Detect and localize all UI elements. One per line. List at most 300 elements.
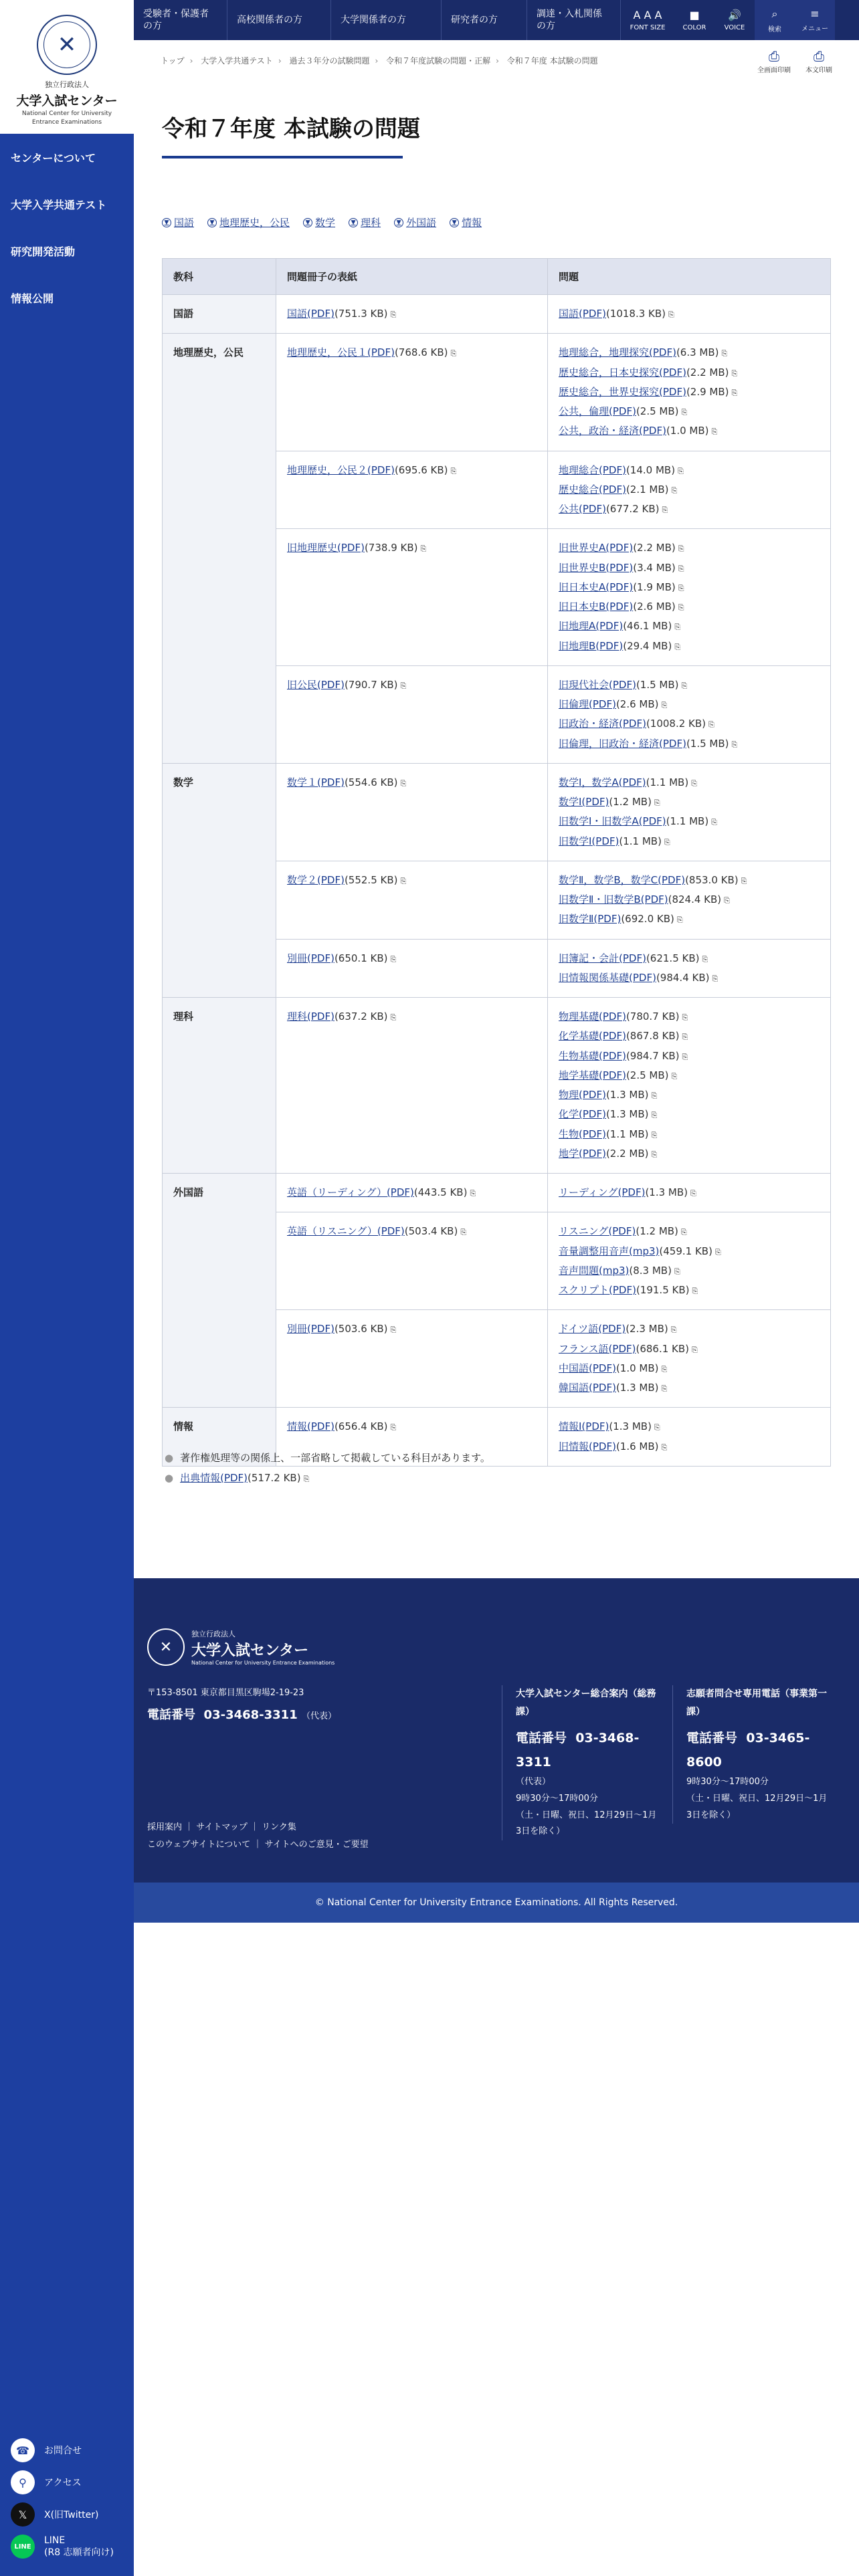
anchor-label: 数学 bbox=[315, 217, 336, 229]
problem-link[interactable]: 数学Ⅱ，数学B，数学C(PDF) bbox=[559, 873, 686, 886]
file-size: (637.2 KB) bbox=[334, 1010, 388, 1023]
booklet-link[interactable]: 別冊(PDF) bbox=[287, 1323, 335, 1335]
print-all-label: 全画面印刷 bbox=[757, 67, 791, 74]
problem-link[interactable]: 旧数学Ⅱ・旧数学B(PDF) bbox=[559, 893, 668, 905]
file-size: (503.4 KB) bbox=[404, 1225, 458, 1238]
file-size: (1.3 MB) bbox=[615, 1382, 659, 1394]
col-hours: 9時30分～17時00分 bbox=[686, 1777, 769, 1788]
problem-link[interactable]: 化学(PDF) bbox=[559, 1108, 606, 1121]
pdf-icon: ⎘ bbox=[390, 310, 397, 319]
booklet-cell bbox=[276, 998, 548, 1174]
file-size: (2.9 MB) bbox=[686, 385, 729, 398]
access-label: アクセス bbox=[44, 2478, 82, 2488]
font-size-label: FONT SIZE bbox=[630, 24, 666, 31]
file-size: (780.7 KB) bbox=[626, 1010, 680, 1023]
print-all-button[interactable] bbox=[757, 48, 791, 74]
problem-link[interactable]: 国語(PDF) bbox=[559, 308, 606, 320]
problem-link[interactable]: 中国語(PDF) bbox=[559, 1362, 616, 1374]
problem-item bbox=[559, 1222, 824, 1241]
problem-item bbox=[559, 1007, 824, 1027]
file-size: (46.1 MB) bbox=[623, 620, 672, 633]
problem-link[interactable]: 公共，政治・経済(PDF) bbox=[559, 425, 666, 437]
anchor-japanese[interactable] bbox=[162, 215, 194, 229]
problem-item bbox=[559, 714, 824, 734]
problem-item bbox=[559, 558, 824, 578]
tab-procurement[interactable]: 調達・入札関係の方 bbox=[527, 0, 621, 40]
problem-item bbox=[559, 1339, 824, 1359]
site-logo[interactable] bbox=[0, 0, 134, 134]
left-sidebar bbox=[0, 0, 134, 2576]
problems-cell bbox=[548, 861, 831, 939]
file-size: (14.0 MB) bbox=[626, 463, 676, 476]
booklet-link[interactable]: 旧公民(PDF) bbox=[287, 678, 345, 691]
problem-link[interactable]: 歴史総合，日本史探究(PDF) bbox=[559, 366, 686, 379]
col-hours: 9時30分～17時00分 bbox=[516, 1794, 598, 1804]
footer-logo-name: 大学入試センター bbox=[191, 1642, 309, 1659]
pdf-icon: ⎘ bbox=[702, 954, 708, 964]
problem-item bbox=[559, 1242, 824, 1261]
menu-button[interactable] bbox=[795, 0, 835, 40]
pdf-icon: ⎘ bbox=[681, 408, 688, 417]
anchor-geo-history-civics[interactable] bbox=[207, 215, 290, 229]
col-heading: 志願者問合せ専用電話（事業第一課） bbox=[686, 1689, 827, 1717]
file-size: (1.3 MB) bbox=[605, 1108, 649, 1121]
x-link[interactable] bbox=[0, 2498, 134, 2531]
file-size: (3.4 MB) bbox=[633, 561, 676, 574]
file-size: (2.3 MB) bbox=[626, 1323, 668, 1335]
pdf-icon: ⎘ bbox=[680, 1228, 687, 1237]
problem-link[interactable]: 旧倫理(PDF) bbox=[559, 698, 616, 710]
print-body-button[interactable] bbox=[805, 48, 832, 74]
search-label: 検索 bbox=[768, 25, 781, 33]
anchor-information[interactable] bbox=[450, 215, 482, 229]
breadcrumb-common-test[interactable]: 大学入学共通テスト bbox=[201, 56, 273, 66]
problems-cell bbox=[548, 1174, 831, 1212]
pdf-icon: ⎘ bbox=[674, 623, 681, 632]
breadcrumb: トップ › 大学入学共通テスト › 過去３年分の試験問題 › 令和７年度試験の問題・正解 › 令和７年度 本試験の問題 bbox=[161, 56, 598, 66]
problem-link[interactable]: 旧数学Ⅰ・旧数学A(PDF) bbox=[559, 815, 666, 828]
pdf-icon: ⎘ bbox=[651, 1130, 658, 1140]
logo-small-text: 独立行政法人 bbox=[45, 80, 89, 89]
source-info-link[interactable]: 出典情報(PDF) bbox=[180, 1472, 248, 1484]
problem-link[interactable]: 地理総合，地理探究(PDF) bbox=[559, 346, 676, 359]
table-row bbox=[163, 763, 831, 861]
pdf-icon: ⎘ bbox=[651, 1091, 658, 1100]
file-size: (1.1 MB) bbox=[619, 835, 662, 847]
anchor-label: 情報 bbox=[462, 217, 482, 229]
pdf-icon: ⎘ bbox=[460, 1228, 467, 1237]
pdf-icon: ⎘ bbox=[400, 778, 407, 788]
file-size: (621.5 KB) bbox=[646, 952, 700, 964]
table-header-row bbox=[163, 259, 831, 295]
file-size: (1.5 MB) bbox=[636, 678, 679, 691]
col-closed: （土・日曜、祝日、12月29日～1月3日を除く） bbox=[516, 1810, 657, 1837]
problem-item bbox=[559, 637, 824, 656]
booklet-link[interactable]: 地理歴史，公民１(PDF) bbox=[287, 346, 395, 359]
tab-researchers[interactable]: 研究者の方 bbox=[442, 0, 527, 40]
logo-english-2: Entrance Examinations bbox=[31, 118, 102, 126]
problem-link[interactable]: 旧倫理，旧政治・経済(PDF) bbox=[559, 737, 686, 750]
problem-link[interactable]: 旧地理B(PDF) bbox=[559, 639, 624, 652]
problem-link[interactable]: 旧数学Ⅰ(PDF) bbox=[559, 835, 619, 847]
problem-item bbox=[559, 909, 824, 929]
file-size: (1.0 MB) bbox=[666, 425, 709, 437]
col-closed: （土・日曜、祝日、12月29日～1月3日を除く） bbox=[686, 1794, 828, 1820]
problem-link[interactable]: 旧日本史B(PDF) bbox=[559, 601, 634, 613]
logo-name: 大学入試センター bbox=[16, 94, 118, 108]
footer-links: 採用案内 ｜ サイトマップ ｜ リンク集 このウェブサイトについて ｜ サイトへのご意見・ご要望 bbox=[147, 1822, 369, 1850]
booklet-link[interactable]: 情報(PDF) bbox=[287, 1420, 335, 1433]
problem-item bbox=[559, 500, 824, 519]
problem-link[interactable]: リスニング(PDF) bbox=[559, 1225, 636, 1238]
file-size: (751.3 KB) bbox=[334, 308, 388, 320]
file-size: (443.5 KB) bbox=[413, 1186, 468, 1198]
problem-link[interactable]: 公共，倫理(PDF) bbox=[559, 405, 636, 417]
booklet-cell bbox=[276, 451, 548, 529]
booklet-cell bbox=[276, 763, 548, 861]
problem-item bbox=[559, 1027, 824, 1046]
footer-logo-small: 独立行政法人 bbox=[191, 1630, 235, 1638]
problem-link[interactable]: 旧数学Ⅱ(PDF) bbox=[559, 913, 622, 926]
problem-link[interactable]: 韓国語(PDF) bbox=[559, 1382, 616, 1394]
page-title: 令和７年度 本試験の問題 bbox=[162, 116, 420, 142]
print-tools bbox=[757, 48, 832, 74]
pdf-icon: ⎘ bbox=[661, 1384, 668, 1393]
booklet-link[interactable]: 旧地理歴史(PDF) bbox=[287, 542, 365, 554]
problem-link[interactable]: 地理総合(PDF) bbox=[559, 463, 626, 476]
problem-link[interactable]: 地学(PDF) bbox=[559, 1147, 606, 1160]
location-icon: ⚲ bbox=[11, 2470, 35, 2494]
problem-item bbox=[559, 402, 824, 421]
contact-label: お問合せ bbox=[44, 2446, 82, 2456]
problem-link[interactable]: 旧世界史A(PDF) bbox=[559, 542, 634, 554]
color-label: COLOR bbox=[682, 24, 706, 31]
problem-item bbox=[559, 1378, 824, 1398]
speaker-icon: 🔊 bbox=[728, 9, 741, 21]
problem-link[interactable]: 生物(PDF) bbox=[559, 1128, 606, 1140]
sidebar-item-about[interactable]: センターについて bbox=[11, 151, 96, 165]
problem-item bbox=[559, 538, 824, 558]
file-size: (6.3 MB) bbox=[676, 346, 719, 359]
pdf-icon: ⎘ bbox=[724, 896, 730, 905]
problems-cell bbox=[548, 763, 831, 861]
problem-link[interactable]: 旧世界史B(PDF) bbox=[559, 561, 634, 574]
file-size: (1.3 MB) bbox=[605, 1089, 649, 1101]
problem-item bbox=[559, 1359, 824, 1378]
problem-item bbox=[559, 968, 824, 988]
pdf-icon: ⎘ bbox=[712, 974, 719, 983]
footer-tel bbox=[147, 1705, 337, 1723]
problem-item bbox=[559, 578, 824, 597]
line-icon: LINE bbox=[11, 2535, 35, 2559]
file-size: (2.2 MB) bbox=[633, 542, 676, 554]
top-header bbox=[134, 0, 859, 40]
problem-link[interactable]: フランス語(PDF) bbox=[559, 1342, 636, 1355]
col-tel-sub: （代表） bbox=[516, 1777, 551, 1788]
pdf-icon: ⎘ bbox=[390, 954, 397, 964]
problem-item bbox=[559, 675, 824, 695]
header-problems: 問題 bbox=[548, 259, 831, 295]
title-underline bbox=[162, 156, 403, 158]
sidebar-item-common-test[interactable]: 大学入学共通テスト bbox=[11, 198, 107, 211]
problem-link[interactable]: 数学Ⅰ，数学A(PDF) bbox=[559, 776, 646, 788]
pdf-icon: ⎘ bbox=[450, 466, 457, 475]
problem-link[interactable]: 旧日本史A(PDF) bbox=[559, 580, 634, 593]
booklet-link[interactable]: 数学２(PDF) bbox=[287, 873, 345, 886]
problem-item bbox=[559, 792, 824, 812]
pdf-icon: ⎘ bbox=[390, 1013, 397, 1022]
x-icon: 𝕏 bbox=[11, 2502, 35, 2527]
anchor-science[interactable] bbox=[349, 215, 381, 229]
booklet-link[interactable]: 地理歴史，公民２(PDF) bbox=[287, 463, 395, 476]
problem-link[interactable]: 生物基礎(PDF) bbox=[559, 1049, 626, 1062]
emblem-icon: ✕ bbox=[37, 15, 97, 75]
color-control[interactable] bbox=[674, 0, 714, 40]
copyright-note: ● 著作権処理等の関係上、一部省略して掲載している科目があります。 bbox=[165, 1452, 490, 1464]
file-size: (1.1 MB) bbox=[605, 1128, 649, 1140]
pdf-icon: ⎘ bbox=[654, 1423, 660, 1432]
problem-link[interactable]: 音量調整用音声(mp3) bbox=[559, 1245, 660, 1257]
voice-control[interactable] bbox=[714, 0, 755, 40]
font-size-control[interactable] bbox=[621, 0, 674, 40]
access-link[interactable] bbox=[0, 2466, 134, 2498]
source-note: ● 出典情報(PDF)(517.2 KB) ⎘ bbox=[165, 1472, 310, 1484]
problem-link[interactable]: 歴史総合(PDF) bbox=[559, 483, 626, 496]
problem-link[interactable]: 公共(PDF) bbox=[559, 503, 606, 515]
file-size: (2.1 MB) bbox=[626, 483, 669, 496]
problem-link[interactable]: ドイツ語(PDF) bbox=[559, 1323, 626, 1335]
problem-link[interactable]: 旧現代社会(PDF) bbox=[559, 678, 636, 691]
problem-item bbox=[559, 773, 824, 792]
contact-link[interactable] bbox=[0, 2434, 134, 2466]
footer-logo[interactable] bbox=[147, 1628, 335, 1666]
problems-cell bbox=[548, 451, 831, 529]
problem-link[interactable]: スクリプト(PDF) bbox=[559, 1284, 636, 1296]
problem-link[interactable]: 歴史総合，世界史探究(PDF) bbox=[559, 385, 686, 398]
problem-item bbox=[559, 383, 824, 402]
problem-link[interactable]: 旧地理A(PDF) bbox=[559, 620, 624, 633]
pdf-icon: ⎘ bbox=[661, 1442, 668, 1452]
problem-link[interactable]: 旧簿記・会計(PDF) bbox=[559, 952, 646, 964]
sidebar-item-research[interactable]: 研究開発活動 bbox=[11, 245, 76, 258]
subject-cell: 国語 bbox=[163, 295, 276, 334]
anchor-label: 地理歴史，公民 bbox=[219, 217, 290, 229]
booklet-link[interactable]: 数学１(PDF) bbox=[287, 776, 345, 788]
footer-link-recruit[interactable]: 採用案内 bbox=[147, 1822, 183, 1832]
problem-link[interactable]: 音声問題(mp3) bbox=[559, 1264, 630, 1277]
file-size: (191.5 KB) bbox=[636, 1284, 690, 1296]
file-size: (1018.3 KB) bbox=[605, 308, 666, 320]
file-size: (2.6 MB) bbox=[633, 601, 676, 613]
anchor-foreign-language[interactable] bbox=[394, 215, 436, 229]
footer bbox=[134, 1578, 859, 1923]
exam-table bbox=[162, 258, 831, 1467]
problem-item bbox=[559, 1105, 824, 1124]
footer-link-about-site[interactable]: このウェブサイトについて bbox=[147, 1840, 251, 1850]
pdf-icon: ⎘ bbox=[711, 427, 718, 437]
pdf-icon: ⎘ bbox=[674, 642, 681, 651]
problem-link[interactable]: 旧政治・経済(PDF) bbox=[559, 718, 646, 730]
pdf-icon: ⎘ bbox=[651, 1111, 658, 1120]
line-link[interactable] bbox=[0, 2531, 134, 2563]
problem-link[interactable]: 化学基礎(PDF) bbox=[559, 1030, 626, 1043]
problem-link[interactable]: 地学基礎(PDF) bbox=[559, 1069, 626, 1081]
problem-item bbox=[559, 304, 824, 324]
pdf-icon: ⎘ bbox=[721, 349, 728, 358]
problem-item bbox=[559, 871, 824, 890]
booklet-cell bbox=[276, 295, 548, 334]
search-button[interactable] bbox=[755, 0, 795, 40]
breadcrumb-past-exams[interactable]: 過去３年分の試験問題 bbox=[289, 56, 370, 66]
pdf-icon: ⎘ bbox=[692, 1287, 698, 1295]
chevron-down-icon: ▼ bbox=[303, 218, 312, 227]
breadcrumb-current: 令和７年度 本試験の問題 bbox=[506, 56, 598, 66]
table-row bbox=[163, 295, 831, 334]
problem-item bbox=[559, 1144, 824, 1164]
footer-link-sitemap[interactable]: サイトマップ bbox=[196, 1822, 248, 1832]
pdf-icon: ⎘ bbox=[682, 1013, 688, 1022]
sidebar-nav bbox=[0, 134, 134, 2576]
pdf-icon: ⎘ bbox=[690, 1189, 696, 1198]
pdf-icon: ⎘ bbox=[711, 818, 717, 827]
col-tel: 電話番号 03-3465-8600 bbox=[686, 1731, 810, 1770]
anchor-label: 外国語 bbox=[406, 217, 437, 229]
booklet-link[interactable]: 英語（リーディング）(PDF) bbox=[287, 1186, 414, 1198]
file-size: (867.8 KB) bbox=[626, 1030, 680, 1043]
problem-item bbox=[559, 343, 824, 362]
file-size: (29.4 MB) bbox=[623, 639, 672, 652]
footer-link-feedback[interactable]: サイトへのご意見・ご要望 bbox=[264, 1840, 369, 1850]
pdf-icon: ⎘ bbox=[661, 1364, 668, 1374]
problem-item bbox=[559, 695, 824, 714]
file-size: (2.2 MB) bbox=[605, 1147, 649, 1160]
file-size: (503.6 KB) bbox=[334, 1323, 388, 1335]
file-size: (1.3 MB) bbox=[645, 1186, 688, 1198]
pdf-icon: ⎘ bbox=[390, 1325, 397, 1335]
subject-cell: 数学 bbox=[163, 763, 276, 997]
problem-item bbox=[559, 890, 824, 909]
problems-cell bbox=[548, 939, 831, 998]
file-size: (650.1 KB) bbox=[334, 952, 388, 964]
tab-high-schools[interactable]: 高校関係者の方 bbox=[227, 0, 331, 40]
pdf-icon: ⎘ bbox=[678, 564, 684, 573]
chevron-down-icon: ▼ bbox=[162, 218, 171, 227]
tab-examinees[interactable]: 受験者・保護者の方 bbox=[134, 0, 227, 40]
problem-link[interactable]: 物理(PDF) bbox=[559, 1089, 606, 1101]
menu-label: メニュー bbox=[801, 25, 828, 33]
copyright: © National Center for University Entrance Examinations. All Rights Reserved. bbox=[134, 1883, 859, 1923]
file-size: (8.3 MB) bbox=[629, 1264, 672, 1277]
pdf-icon: ⎘ bbox=[400, 876, 407, 885]
subject-cell: 情報 bbox=[163, 1408, 276, 1467]
font-size-icon: A A A bbox=[633, 9, 662, 21]
tel-label: 電話番号 bbox=[147, 1708, 195, 1722]
file-size: (459.1 KB) bbox=[659, 1245, 712, 1257]
breadcrumb-top[interactable]: トップ bbox=[161, 56, 185, 66]
subject-cell: 外国語 bbox=[163, 1174, 276, 1408]
problems-cell bbox=[548, 1408, 831, 1467]
pdf-icon: ⎘ bbox=[682, 1052, 688, 1061]
sidebar-bottom-links bbox=[0, 2434, 134, 2563]
pdf-icon: ⎘ bbox=[668, 310, 674, 319]
tab-universities[interactable]: 大学関係者の方 bbox=[331, 0, 442, 40]
file-size: (554.6 KB) bbox=[344, 776, 398, 788]
header-subject: 教科 bbox=[163, 259, 276, 295]
booklet-link[interactable]: 国語(PDF) bbox=[287, 308, 335, 320]
file-size: (768.6 KB) bbox=[394, 346, 448, 359]
file-size: (1.9 MB) bbox=[633, 580, 676, 593]
pdf-icon: ⎘ bbox=[661, 701, 668, 710]
note-text: 著作権処理等の関係上、一部省略して掲載している科目があります。 bbox=[180, 1452, 490, 1464]
anchor-label: 国語 bbox=[174, 217, 195, 229]
logo-english-1: National Center for University bbox=[21, 110, 112, 117]
problem-item bbox=[559, 617, 824, 636]
problems-cell bbox=[548, 334, 831, 451]
anchor-math[interactable] bbox=[303, 215, 335, 229]
booklet-link[interactable]: 英語（リスニング）(PDF) bbox=[287, 1225, 405, 1238]
problem-item bbox=[559, 480, 824, 500]
pdf-icon: ⎘ bbox=[691, 778, 697, 788]
file-size: (2.5 MB) bbox=[636, 405, 679, 417]
problem-link[interactable]: 旧情報(PDF) bbox=[559, 1440, 616, 1453]
problem-item bbox=[559, 1417, 824, 1436]
file-size: (984.7 KB) bbox=[626, 1049, 680, 1062]
pdf-icon: ⎘ bbox=[670, 1325, 677, 1335]
problem-item bbox=[559, 1261, 824, 1281]
booklet-link[interactable]: 別冊(PDF) bbox=[287, 952, 335, 964]
file-size: (1.6 MB) bbox=[615, 1440, 659, 1453]
print-body-label: 本文印刷 bbox=[805, 67, 832, 74]
problem-item bbox=[559, 1085, 824, 1105]
problem-link[interactable]: 旧情報関係基礎(PDF) bbox=[559, 971, 656, 984]
anchor-label: 理科 bbox=[361, 217, 381, 229]
anchor-links bbox=[162, 215, 482, 229]
breadcrumb-r7-exams[interactable]: 令和７年度試験の問題・正解 bbox=[386, 56, 491, 66]
booklet-link[interactable]: 理科(PDF) bbox=[287, 1010, 335, 1023]
problems-cell bbox=[548, 529, 831, 666]
problem-link[interactable]: 物理基礎(PDF) bbox=[559, 1010, 626, 1023]
problem-item bbox=[559, 461, 824, 480]
file-size: (695.6 KB) bbox=[394, 463, 448, 476]
pdf-icon: ⎘ bbox=[681, 681, 688, 690]
pdf-icon: ⎘ bbox=[714, 1247, 721, 1257]
pdf-icon: ⎘ bbox=[678, 544, 684, 554]
problem-item bbox=[559, 832, 824, 851]
booklet-cell bbox=[276, 529, 548, 666]
footer-link-links[interactable]: リンク集 bbox=[262, 1822, 296, 1832]
problem-link[interactable]: リーディング(PDF) bbox=[559, 1186, 646, 1198]
booklet-cell bbox=[276, 334, 548, 451]
problem-link[interactable]: 数学Ⅰ(PDF) bbox=[559, 796, 609, 808]
col-tel: 電話番号 03-3468-3311 bbox=[516, 1731, 640, 1770]
problem-item bbox=[559, 597, 824, 617]
chevron-down-icon: ▼ bbox=[450, 218, 459, 227]
color-icon: ■ bbox=[689, 9, 700, 21]
pdf-icon: ⎘ bbox=[731, 388, 738, 397]
voice-label: VOICE bbox=[724, 24, 745, 31]
search-icon: ⌕ bbox=[771, 7, 778, 20]
footer-address: 〒153-8501 東京都目黒区駒場2-19-23 bbox=[147, 1688, 304, 1698]
problems-cell bbox=[548, 998, 831, 1174]
file-size: (686.1 KB) bbox=[636, 1342, 690, 1355]
line-label: LINE (R8 志願者向け) bbox=[44, 2535, 114, 2558]
problem-link[interactable]: 情報Ⅰ(PDF) bbox=[559, 1420, 609, 1433]
file-size: (790.7 KB) bbox=[344, 678, 398, 691]
x-label: X(旧Twitter) bbox=[44, 2510, 99, 2520]
table-row bbox=[163, 334, 831, 451]
problem-item bbox=[559, 1066, 824, 1085]
sidebar-item-disclosure[interactable]: 情報公開 bbox=[11, 292, 54, 305]
